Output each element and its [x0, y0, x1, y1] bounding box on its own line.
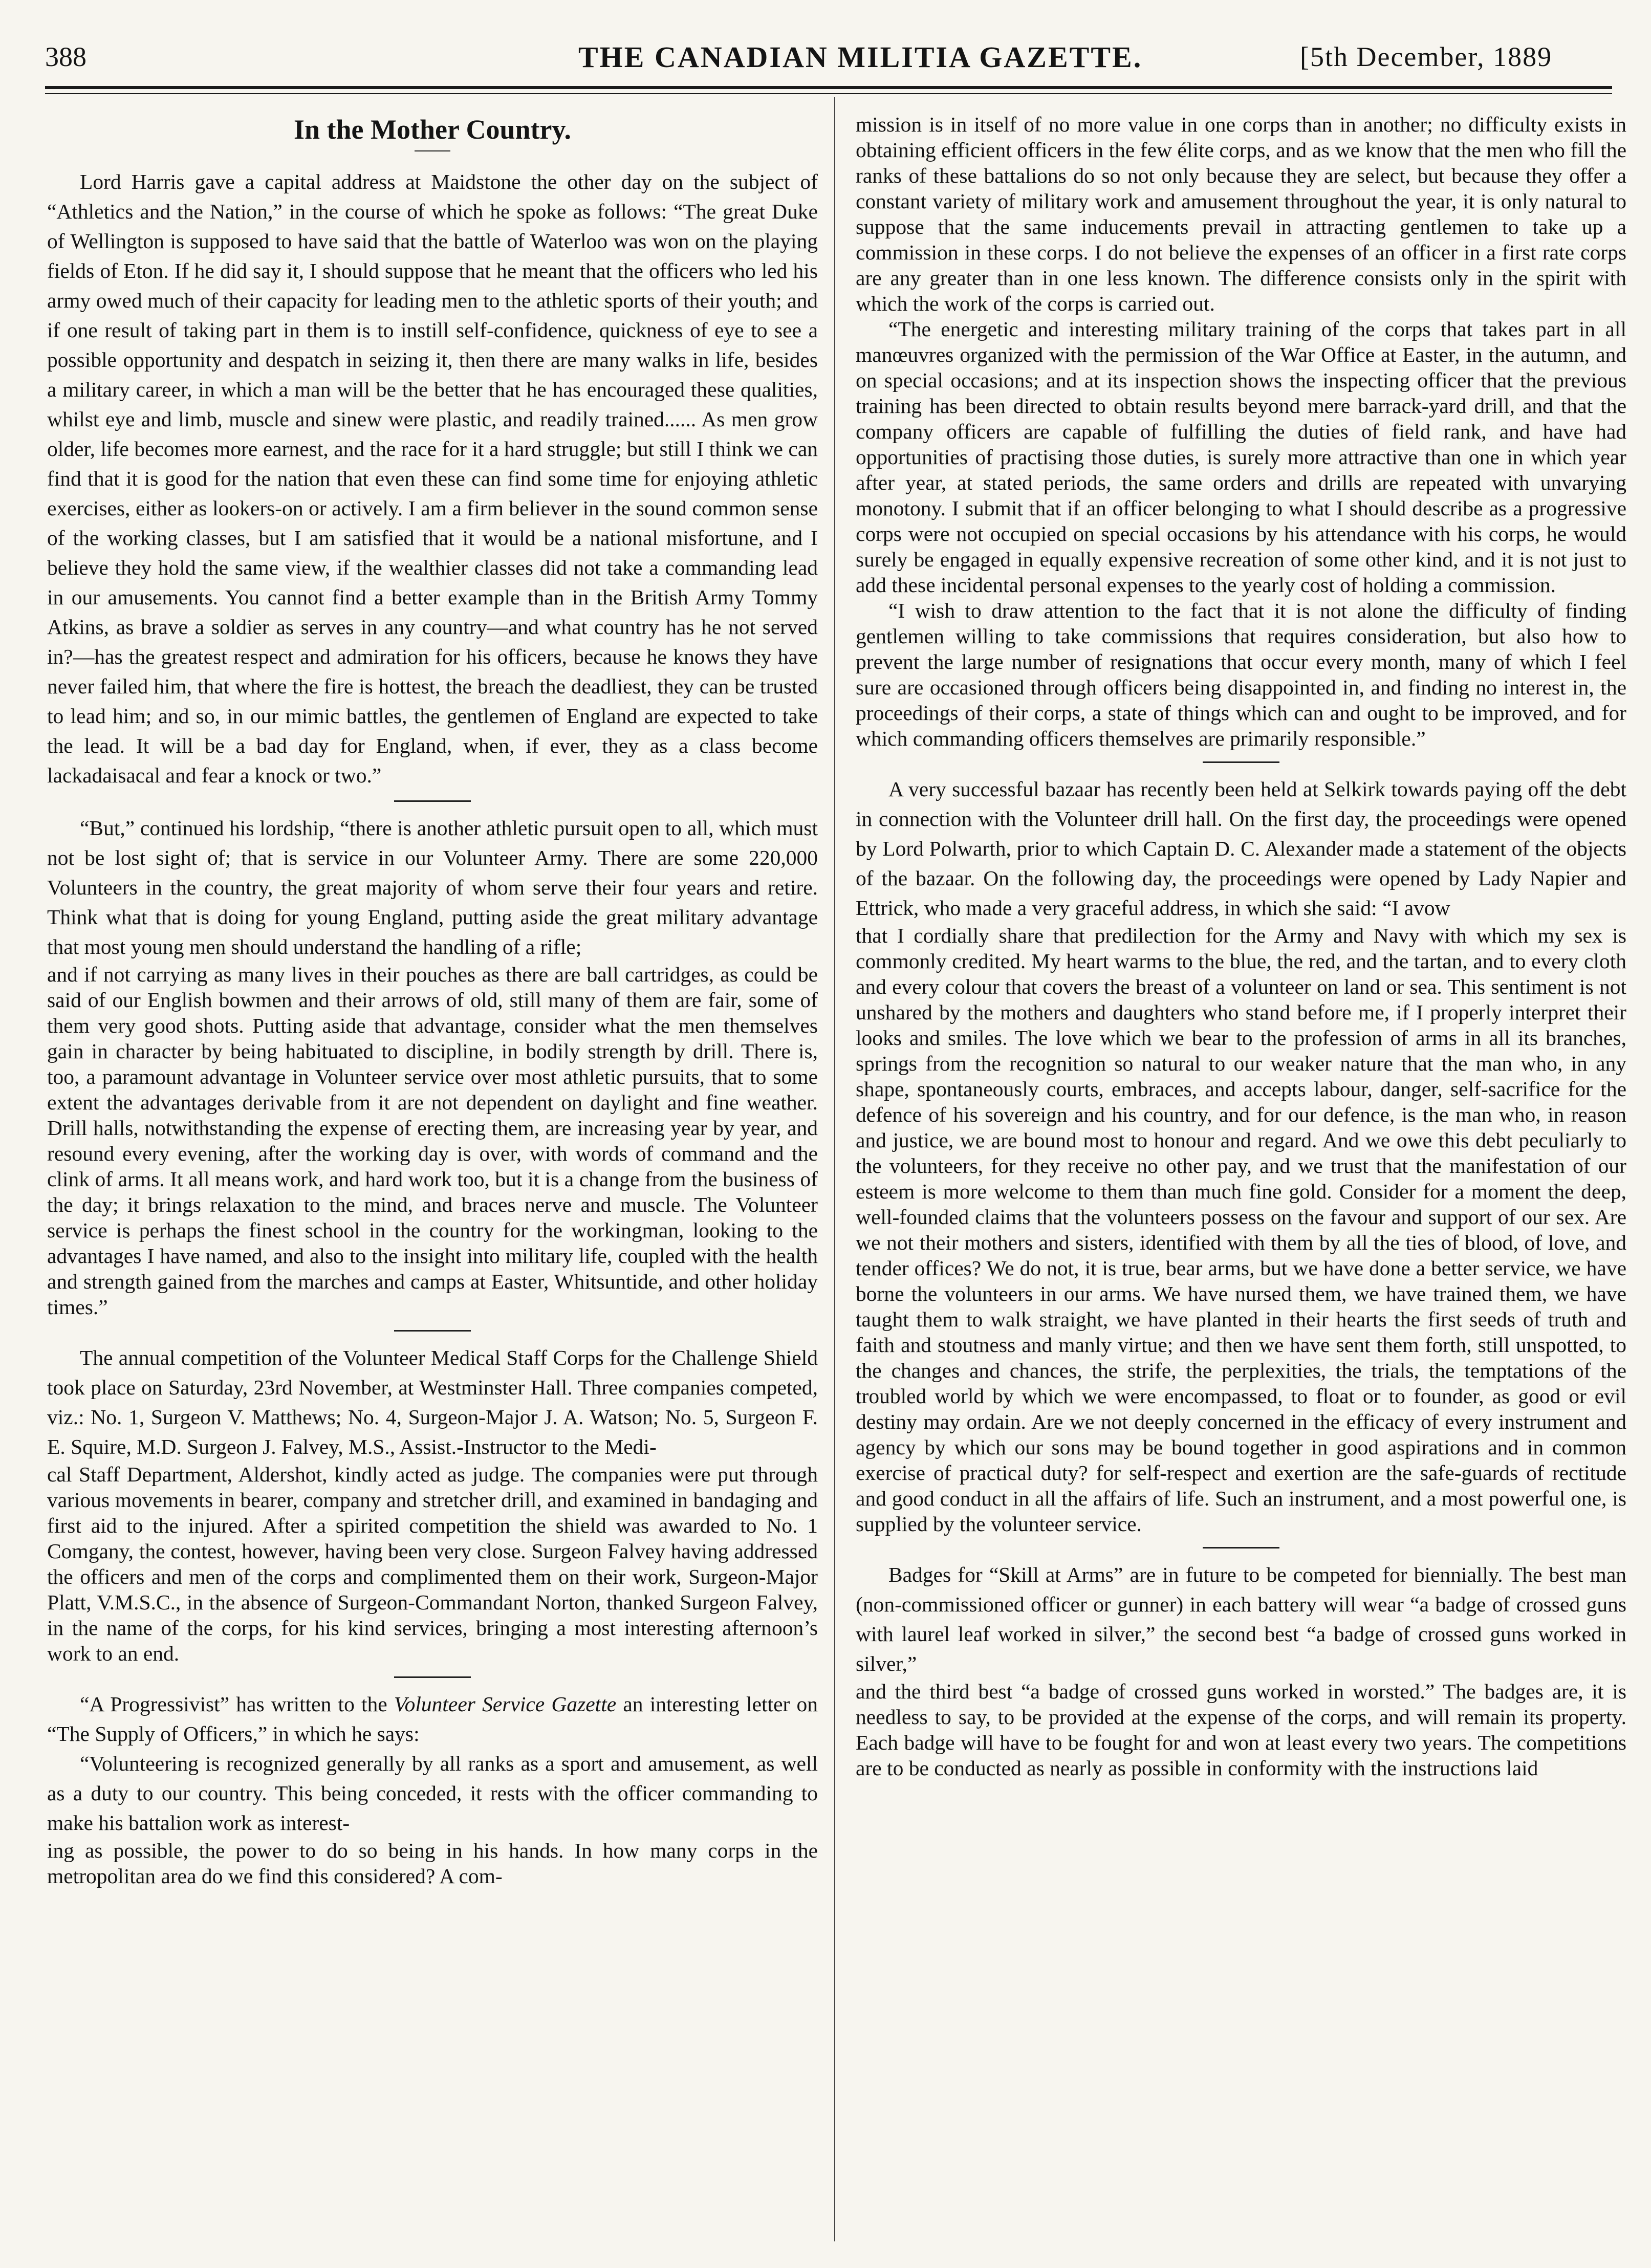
section-rule: [394, 800, 471, 802]
paragraph-skill-at-arms: Badges for “Skill at Arms” are in future to be competed for biennially. The best man (non-commissioned officer or gunner) in each battery will wear “a badge of crossed guns with laurel leaf worked in silver,” the second best “a badge of crossed guns worked in silver,”: [856, 1563, 1626, 1675]
progressivist-intro-end: an interesting letter on “The Supply of Officers,” in which he says:: [47, 1692, 818, 1746]
right-column: [856, 112, 1626, 1781]
progressivist-intro: “A Progressivist” has written to the: [80, 1692, 394, 1716]
paragraph-selkirk-bazaar-cont: that I cordially share that predilection for the Army and Navy with which my sex is commonly credited. My heart warms to the blue, the red, and the tartan, and to every cloth and every colour that covers the breast of a volunteer on land or sea. This sentiment is not unshared by the mothers and daughters who stand before me, if I properly interpret their looks and smiles. The love which we bear to the profession of arms in all its branches, springs from the recognition so natural to our weaker nature that the man who, in any shape, spontaneously courts, embraces, and accepts labour, danger, self-sacrifice for the defence of his sovereign and his country, and for our defence, is the man who, in reason and justice, we are bound most to honour and regard. And we owe this debt peculiarly to the volunteers, for they receive no other pay, and we trust that the manifestation of our esteem is more welcome to them than much fine gold. Consider for a moment the deep, well-founded claims that the volunteers possess on the favour and support of our sex. Are we not their mothers and sisters, identified with them by all the ties of blood, of love, and tender offices? We do not, it is true, bear arms, but we have done a better service, we have borne the volunteers in our arms. We have nursed them, we have trained them, we have taught them to walk straight, we have planted in their hearts the first seeds of truth and faith and stoutness and manly virtue; and then we have sent them forth, still unspotted, to the changes and chances, the strife, the perplexities, the trials, the temptations of the troubled world by which we were encompassed, to float or to founder, as good or evil destiny may ordain. Are we not deeply concerned in the efficacy of every instrument and agency by which our sons may be bound together in good aspirations and in common exercise of practical duty? for self-respect and exertion are the safe-guards of rectitude and good conduct in all the affairs of life. Such an instrument, and a most powerful one, is supplied by the volunteer service.: [856, 924, 1626, 1536]
left-column: [47, 112, 818, 1889]
paragraph-volunteering-cont: ing as possible, the power to do so being in his hands. In how many corps in the metropolitan area do we find this considered? A com-: [47, 1839, 818, 1888]
paragraph-lord-harris: Lord Harris gave a capital address at Maidstone the other day on the subject of “Athletics and the Nation,” in the course of which he spoke as follows: “The great Duke of Wellington is supposed to have said that the battle of Waterloo was won on the playing fields of Eton. If he did say it, I should suppose that he meant that the officers who led his army owed much of their capacity for leading men to the athletic sports of their youth; and if one result of taking part in them is to instill self-confidence, quickness of eye to see a possible opportunity and despatch in seizing it, then there are many walks in life, besides a military career, in which a man will be the better that he has encouraged these qualities, whilst eye and limb, muscle and sinew were plastic, and readily trained...... As men grow older, life becomes more earnest, and the race for it a hard struggle; but still I think we can find that it is good for the nation that even these can find some time for enjoying athletic exercises, either as lookers-on or actively. I am a firm believer in the sound common sense of the working classes, but I am satisfied that it would be a national misfortune, and I believe they hold the same view, if the wealthier classes did not take a commanding lead in our amusements. You cannot find a better example than in the British Army Tommy Atkins, as brave a soldier as serves in any country—and what country has he not served in?—has the greatest respect and admiration for his officers, because he knows they have never failed him, that where the fire is hottest, the breach the deadliest, they can be trusted to lead him; and so, in our mimic battles, the gentlemen of England are expected to take the lead. It will be a bad day for England, when, if ever, they as a class become lackadaisacal and fear a knock or two.”: [47, 170, 818, 787]
paragraph-progressivist: [47, 1689, 818, 1749]
section-rule: [1203, 1547, 1279, 1549]
paragraph-resignations: “I wish to draw attention to the fact that it is not alone the difficulty of finding gentlemen willing to take commissions that requires consideration, but also how to prevent the large number of resignations that occur every month, many of which I feel sure are occasioned through officers being disappointed in, and finding no interest in, the proceedings of their corps, a state of things which can and ought to be improved, and for which commanding officers themselves are primarily responsible.”: [856, 599, 1626, 750]
headline-rule: [415, 150, 450, 151]
paragraph-volunteer-army-cont: and if not carrying as many lives in their pouches as there are ball cartridges, as could be said of our English bowmen and their arrows of old, still many of them are fair, some of them very good shots. Putting aside that advantage, consider what the men themselves gain in character by being habituated to discipline, in bodily strength by drill. There is, too, a paramount advantage in Volunteer service over most athletic pursuits, that to some extent the advantages derivable from it are not dependent on daylight and fine weather. Drill halls, notwithstanding the expense of erecting them, are increasing year by year, and resound every evening, after the working day is over, with words of command and the clink of arms. It all means work, and hard work too, but it is a change from the business of the day; it brings relaxation to the mind, and braces nerve and muscle. The Volunteer service is perhaps the finest school in the country for the workingman, looking to the advantages I have named, and also to the insight into military life, coupled with the health and strength gained from the marches and camps at Easter, Whitsuntide, and other holiday times.”: [47, 963, 818, 1319]
paragraph-military-training: “The energetic and interesting military training of the corps that takes part in all manœuvres organized with the permission of the War Office at Easter, in the autumn, and on special occasions; and at its inspection shows the inspecting officer that the previous training has been directed to obtain results beyond mere barrack-yard drill, and that the company officers are capable of fulfilling the duties of field rank, and have had opportunities of practising those duties, is surely more attractive than one in which year after year, at stated periods, the same orders and drills are repeated with unvarying monotony. I submit that if an officer belonging to what I should describe as a progressive corps were not occupied on special occasions by his attendance with his corps, he would surely be engaged in equally expensive recreation of some other kind, and it is not just to add these incidental personal expenses to the yearly cost of holding a commission.: [856, 317, 1626, 597]
paragraph-medical-staff-cont: cal Staff Department, Aldershot, kindly acted as judge. The companies were put through various movements in bearer, company and stretcher drill, and examined in bandaging and first aid to the injured. After a spirited competition the shield was awarded to No. 1 Comgany, the contest, however, having been very close. Surgeon Falvey having addressed the officers and men of the corps and complimented them on their work, Surgeon-Major Platt, V.M.S.C., in the absence of Surgeon-Commandant Norton, thanked Surgeon Falvey, in the name of the corps, for his kind services, bringing a most interesting afternoon’s work to an end.: [47, 1463, 818, 1665]
section-rule: [1203, 761, 1279, 763]
publication-name: Volunteer Service Gazette: [394, 1692, 617, 1716]
issue-date: [5th December, 1889: [1300, 41, 1553, 72]
header-rule-thin: [45, 93, 1612, 94]
section-rule: [394, 1330, 471, 1332]
paragraph-commission: mission is in itself of no more value in one corps than in another; no difficulty exists in obtaining efficient officers in the few élite corps, and as we know that the men who fill the ranks of these battalions do so not only because they are select, but because they offer a constant variety of military work and amusement throughout the year, it is only natural to suppose that the same inducements prevail in attracting gentlemen to take up a commission in these corps. I do not believe the expenses of an officer in a first rate corps are any greater than in one less known. The difference consists only in the spirit with which the work of the corps is carried out.: [856, 113, 1626, 315]
page-number: 388: [45, 41, 86, 72]
paragraph-volunteering: “Volunteering is recognized generally by all ranks as a sport and amusement, as well as a duty to our country. This being conceded, it rests with the officer commanding to make his battalion work as interest-: [47, 1752, 818, 1835]
paragraph-skill-at-arms-cont: and the third best “a badge of crossed guns worked in worsted.” The badges are, it is needless to say, to be provided at the expense of the corps, and will remain its property. Each badge will have to be fought for and won at least every two years. The competitions are to be conducted as nearly as possible in conformity with the instructions laid: [856, 1680, 1626, 1780]
column-divider: [834, 97, 835, 2241]
article-headline: In the Mother Country.: [293, 114, 571, 145]
paragraph-selkirk-bazaar: A very successful bazaar has recently been held at Selkirk towards paying off the debt in connection with the Volunteer drill hall. On the first day, the proceedings were opened by Lord Polwarth, prior to which Captain D. C. Alexander made a statement of the objects of the bazaar. On the following day, the proceedings were opened by Lady Napier and Ettrick, who made a very graceful address, in which she said: “I avow: [856, 777, 1626, 920]
header-rule: [45, 86, 1612, 89]
paragraph-volunteer-army: “But,” continued his lordship, “there is another athletic pursuit open to all, which must not be lost sight of; that is service in our Volunteer Army. There are some 220,000 Volunteers in the country, the great majority of whom serve their four years and retire. Think what that is doing for young England, putting aside the great military advantage that most young men should understand the handling of a rifle;: [47, 816, 818, 958]
publication-title: THE CANADIAN MILITIA GAZETTE.: [578, 40, 1143, 74]
section-rule: [394, 1676, 471, 1678]
paragraph-medical-staff: The annual competition of the Volunteer Medical Staff Corps for the Challenge Shield took place on Saturday, 23rd November, at Westminster Hall. Three companies competed, viz.: No. 1, Surgeon V. Matthews; No. 4, Surgeon-Major J. A. Watson; No. 5, Surgeon F. E. Squire, M.D. Surgeon J. Falvey, M.S., Assist.-Instructor to the Medi-: [47, 1346, 818, 1458]
